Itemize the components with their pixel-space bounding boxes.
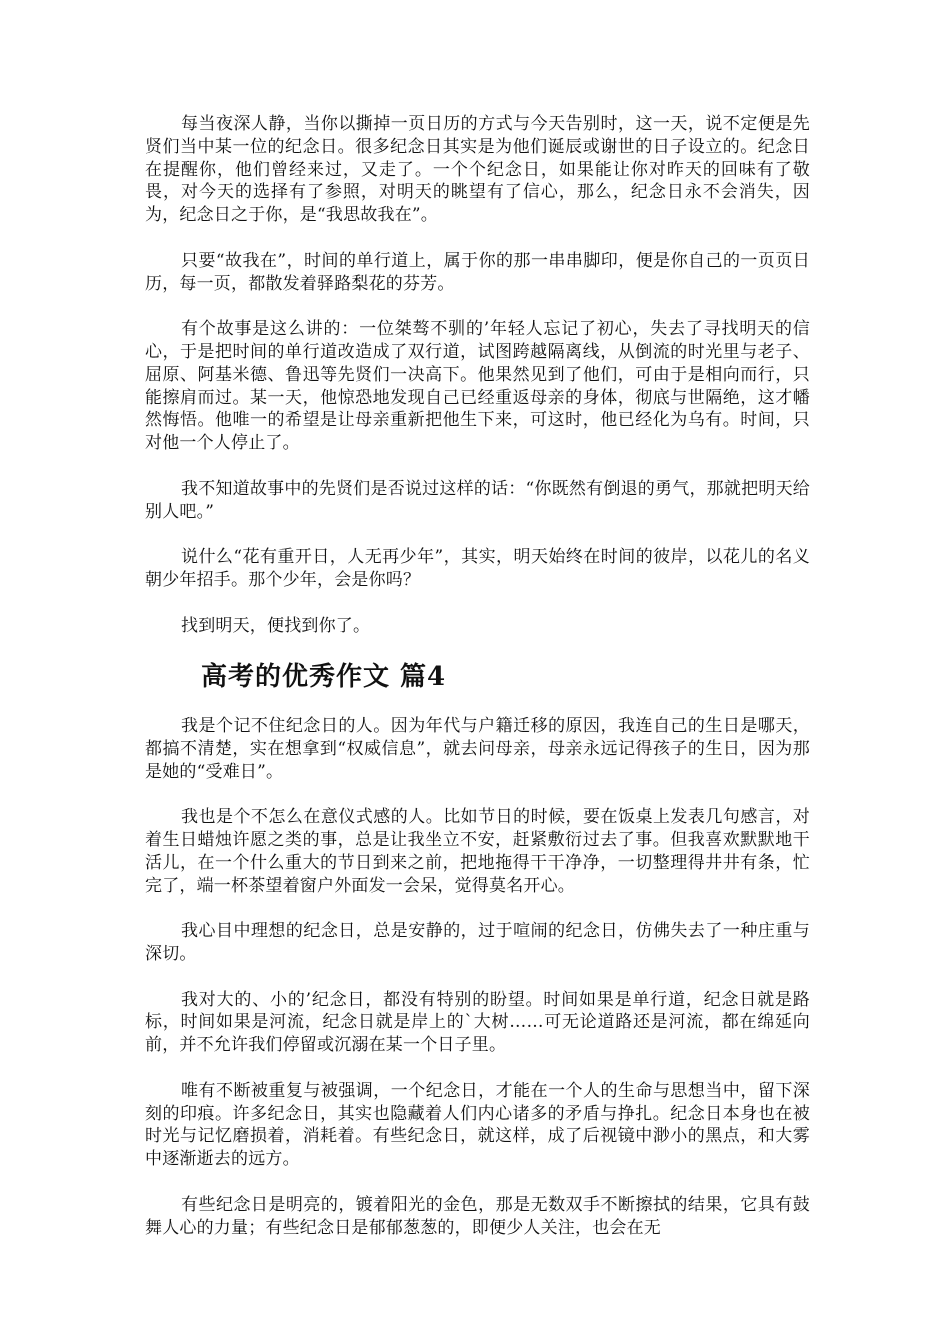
paragraph: 有些纪念日是明亮的，镀着阳光的金色，那是无数双手不断擦拭的结果，它具有鼓舞人心的力量；有些纪念日是郁郁葱葱的，即便少人关注，也会在无 (145, 1194, 810, 1238)
paragraph: 我不知道故事中的先贤们是否说过这样的话：“你既然有倒退的勇气，那就把明天给别人吧。” (145, 478, 810, 522)
paragraph: 唯有不断被重复与被强调，一个纪念日，才能在一个人的生命与思想当中，留下深刻的印痕。许多纪念日，其实也隐藏着人们内心诸多的矛盾与挣扎。纪念日本身也在被时光与记忆磨损着，消耗着。有些纪念日，就这样，成了后视镜中渺小的黑点，和大雾中逐渐逝去的远方。 (145, 1080, 810, 1170)
document-body (145, 113, 810, 1262)
paragraph: 我对大的、小的’纪念日，都没有特别的盼望。时间如果是单行道，纪念日就是路标，时间如果是河流，纪念日就是岸上的`大树……可无论道路还是河流，都在绵延向前，并不允许我们停留或沉溺在某一个日子里。 (145, 989, 810, 1056)
section-heading: 高考的优秀作文 篇4 (201, 662, 447, 693)
paragraph: 找到明天，便找到你了。 (181, 615, 371, 636)
paragraph: 每当夜深人静，当你以撕掉一页日历的方式与今天告别时，这一天，说不定便是先贤们当中某一位的纪念日。很多纪念日其实是为他们诞辰或谢世的日子设立的。纪念日在提醒你，他们曾经来过，又走了。一个个纪念日，如果能让你对昨天的回味有了敬畏，对今天的选择有了参照，对明天的眺望有了信心，那么，纪念日永不会消失，因为，纪念日之于你，是“我思故我在”。 (145, 114, 810, 226)
paragraph: 说什么“花有重开日，人无再少年”，其实，明天始终在时间的彼岸，以花儿的名义朝少年招手。那个少年，会是你吗？ (145, 547, 810, 590)
paragraph: 我也是个不怎么在意仪式感的人。比如节日的时候，要在饭桌上发表几句感言，对着生日蜡烛许愿之类的事，总是让我坐立不安，赶紧敷衍过去了事。但我喜欢默默地干活儿，在一个什么重大的节日到来之前，把地拖得干干净净，一切整理得井井有条，忙完了，端一杯茶望着窗户外面发一会呆，觉得莫名开心。 (145, 807, 810, 896)
paragraph: 只要“故我在”，时间的单行道上，属于你的那一串串脚印，便是你自己的一页页日历，每一页，都散发着驿路梨花的芬芳。 (145, 250, 810, 294)
paragraph: 有个故事是这么讲的：一位桀骜不驯的’年轻人忘记了初心，失去了寻找明天的信心，于是把时间的单行道改造成了双行道，试图跨越隔离线，从倒流的时光里与老子、屈原、阿基米德、鲁迅等先贤们一决高下。他果然见到了他们，可由于是相向而行，只能擦肩而过。某一天，他惊恐地发现自己已经重返母亲的身体，彻底与世隔绝，这才幡然悔悟。他唯一的希望是让母亲重新把他生下来，可这时，他已经化为乌有。时间，只对他一个人停止了。 (145, 319, 810, 454)
paragraph: 我心目中理想的纪念日，总是安静的，过于喧闹的纪念日，仿佛失去了一种庄重与深切。 (145, 921, 810, 965)
paragraph: 我是个记不住纪念日的人。因为年代与户籍迁移的原因，我连自己的生日是哪天，都搞不清楚，实在想拿到“权威信息”，就去问母亲，母亲永远记得孩子的生日，因为那是她的“受难日”。 (145, 716, 810, 782)
